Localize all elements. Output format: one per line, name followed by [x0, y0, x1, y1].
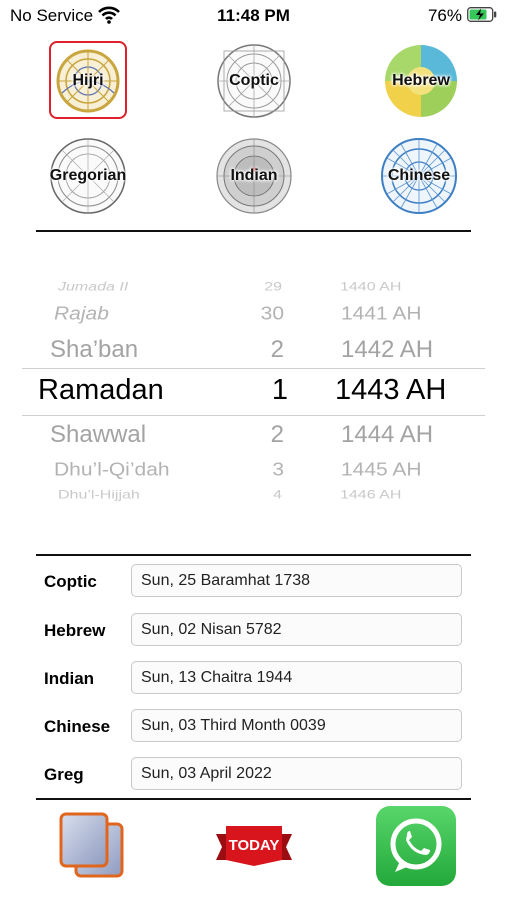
battery-charging-icon: [467, 7, 497, 22]
picker-row[interactable]: [0, 459, 507, 480]
whatsapp-icon: [376, 806, 456, 886]
picker-day: 2: [270, 336, 284, 363]
coptic-label: Coptic: [229, 72, 279, 89]
picker-year: 1446 AH: [340, 488, 402, 502]
copy-button[interactable]: [58, 812, 128, 878]
coptic-date-field[interactable]: Sun, 25 Baramhat 1738: [131, 564, 462, 597]
gregorian-date-field[interactable]: Sun, 03 April 2022: [131, 757, 462, 790]
today-label: TODAY: [228, 837, 280, 854]
picker-year-selected: 1443 AH: [335, 374, 447, 406]
picker-row[interactable]: [0, 489, 507, 504]
picker-year: 1444 AH: [341, 421, 434, 448]
hijri-calendar-button[interactable]: [48, 41, 128, 121]
picker-day: 3: [272, 459, 284, 480]
indian-calendar-button[interactable]: [214, 136, 294, 216]
picker-day: 29: [264, 280, 282, 294]
picker-month: Sha’ban: [50, 336, 139, 363]
chinese-date-row: [44, 709, 464, 745]
gregorian-date-label: Greg: [44, 765, 84, 784]
chinese-calendar-button[interactable]: [379, 136, 459, 216]
picker-row-selected[interactable]: [0, 374, 507, 408]
picker-year: 1445 AH: [341, 459, 422, 480]
gregorian-calendar-button[interactable]: [48, 136, 128, 216]
picker-row[interactable]: [0, 421, 507, 449]
battery-percent: 76%: [427, 6, 462, 25]
today-ribbon-icon: [214, 820, 294, 870]
picker-month: Rajab: [54, 303, 109, 324]
copy-icon: [58, 812, 128, 878]
indian-date-label: Indian: [44, 669, 95, 688]
whatsapp-share-button[interactable]: [376, 806, 456, 886]
coptic-date-row: [44, 564, 464, 600]
coptic-date-label: Coptic: [44, 572, 97, 591]
indian-label: Indian: [230, 167, 278, 184]
clock: 11:48 PM: [217, 6, 290, 25]
chinese-date-label: Chinese: [44, 717, 111, 736]
hijri-label: Hijri: [72, 72, 104, 89]
indian-date-field[interactable]: Sun, 13 Chaitra 1944: [131, 661, 462, 694]
picker-day: 2: [270, 421, 284, 448]
picker-year: 1440 AH: [340, 280, 402, 294]
picker-year: 1441 AH: [341, 303, 422, 324]
middle-divider: [36, 554, 471, 556]
chinese-date-field[interactable]: Sun, 03 Third Month 0039: [131, 709, 462, 742]
picker-row[interactable]: [0, 336, 507, 364]
top-divider: [36, 230, 471, 232]
coptic-calendar-button[interactable]: [214, 41, 294, 121]
carrier-label: No Service: [10, 6, 94, 25]
status-bar: [0, 0, 507, 32]
bottom-divider: [36, 798, 471, 800]
picker-row[interactable]: [0, 303, 507, 324]
picker-day-selected: 1: [271, 374, 288, 406]
picker-day: 30: [260, 303, 284, 324]
chinese-label: Chinese: [387, 167, 451, 184]
hebrew-date-row: [44, 613, 464, 649]
hebrew-date-field[interactable]: Sun, 02 Nisan 5782: [131, 613, 462, 646]
gregorian-label: Gregorian: [49, 167, 127, 184]
picker-year: 1442 AH: [341, 336, 434, 363]
hebrew-calendar-button[interactable]: [381, 41, 461, 121]
picker-day: 4: [273, 488, 282, 502]
picker-month: Dhu’l-Hijjah: [58, 488, 140, 502]
hebrew-date-label: Hebrew: [44, 621, 106, 640]
today-button[interactable]: [214, 820, 294, 870]
picker-month-selected: Ramadan: [38, 374, 164, 406]
picker-month: Shawwal: [50, 421, 147, 448]
indian-date-row: [44, 661, 464, 697]
picker-month: Dhu’l-Qi’dah: [54, 459, 170, 480]
gregorian-date-row: [44, 757, 464, 793]
picker-row[interactable]: [0, 281, 507, 296]
hebrew-label: Hebrew: [392, 72, 450, 89]
picker-month: Jumada II: [58, 280, 129, 294]
